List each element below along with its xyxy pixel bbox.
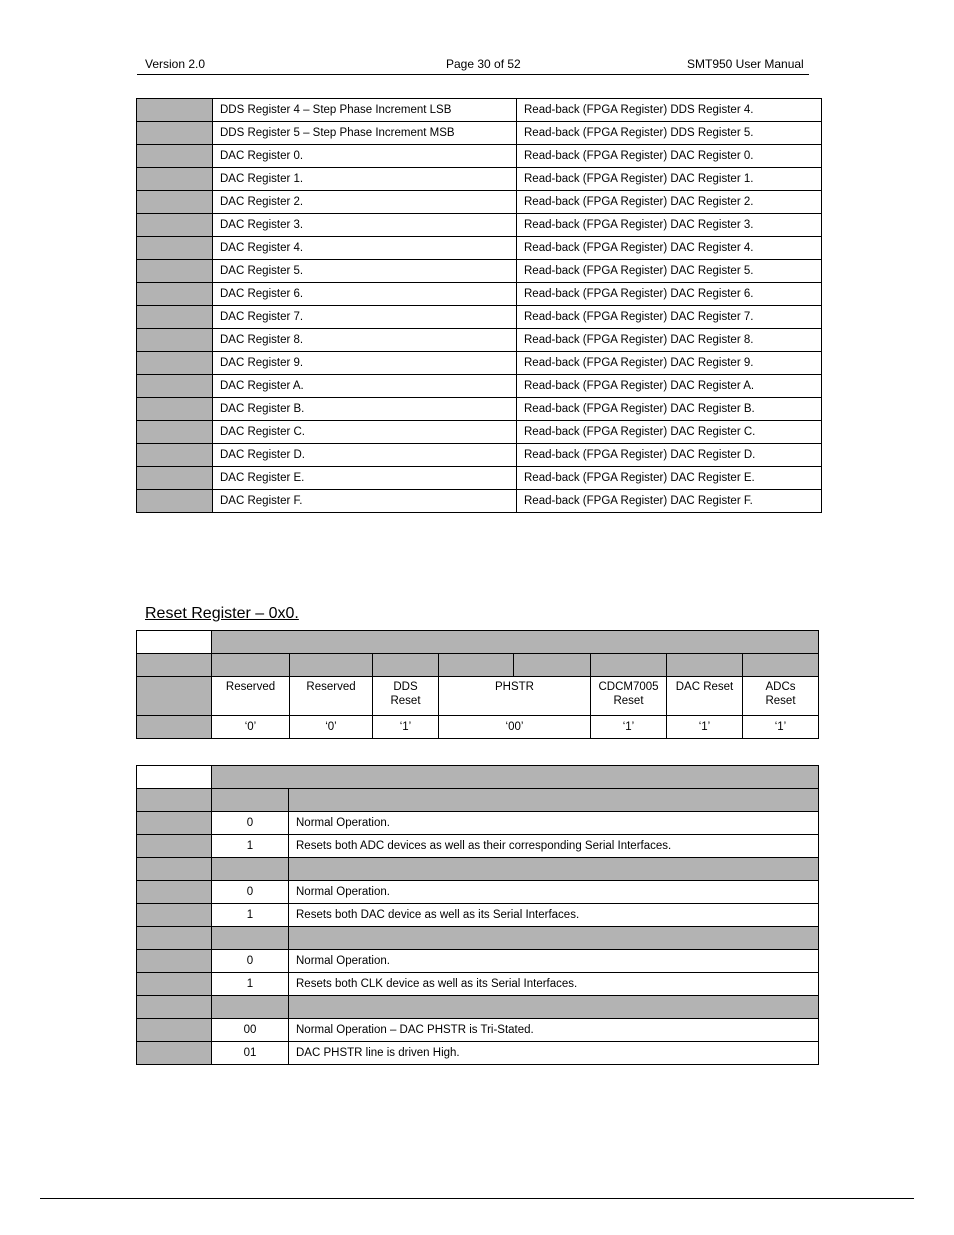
register-description: DAC Register 9. xyxy=(213,352,517,375)
address-cell xyxy=(137,214,213,237)
setting-row-label xyxy=(137,927,212,950)
bit-index-cell xyxy=(373,654,439,677)
bit-index-cell xyxy=(290,654,373,677)
setting-value: 1 xyxy=(212,973,289,996)
table-row xyxy=(137,260,822,283)
setting-group-desc-header xyxy=(289,858,819,881)
register-description: DAC Register 4. xyxy=(213,237,517,260)
table-row xyxy=(137,835,819,858)
setting-row-label xyxy=(137,904,212,927)
bit-default-cell: ‘1’ xyxy=(591,716,667,739)
address-cell xyxy=(137,375,213,398)
register-description: DAC Register 3. xyxy=(213,214,517,237)
bit-index-cell xyxy=(591,654,667,677)
table-row xyxy=(137,973,819,996)
header-version: Version 2.0 xyxy=(145,57,206,71)
bit-name-cell: Reserved xyxy=(290,677,373,716)
readback-description: Read-back (FPGA Register) DAC Register 2. xyxy=(517,191,822,214)
setting-row-label xyxy=(137,950,212,973)
setting-row-label xyxy=(137,973,212,996)
table-row xyxy=(137,1042,819,1065)
address-cell xyxy=(137,329,213,352)
header-divider xyxy=(137,74,809,75)
bit-default-cell: ‘1’ xyxy=(373,716,439,739)
setting-value: 0 xyxy=(212,812,289,835)
bit-table-corner xyxy=(137,631,212,654)
table-row xyxy=(137,398,822,421)
bit-name-cell: DAC Reset xyxy=(667,677,743,716)
readback-description: Read-back (FPGA Register) DAC Register B. xyxy=(517,398,822,421)
address-cell xyxy=(137,421,213,444)
readback-description: Read-back (FPGA Register) DDS Register 5. xyxy=(517,122,822,145)
footer-divider xyxy=(40,1198,914,1199)
table-row xyxy=(137,881,819,904)
bit-default-cell: ‘0’ xyxy=(212,716,290,739)
register-description: DDS Register 4 – Step Phase Increment LSB xyxy=(213,99,517,122)
setting-description: Normal Operation. xyxy=(289,881,819,904)
bit-name-cell: ADCs Reset xyxy=(743,677,819,716)
readback-description: Read-back (FPGA Register) DAC Register 7. xyxy=(517,306,822,329)
register-description: DAC Register E. xyxy=(213,467,517,490)
setting-description: Normal Operation – DAC PHSTR is Tri-Stated. xyxy=(289,1019,819,1042)
register-description: DAC Register 6. xyxy=(213,283,517,306)
bit-name-cell: CDCM7005 Reset xyxy=(591,677,667,716)
setting-group-value-header xyxy=(212,858,289,881)
register-description: DAC Register 5. xyxy=(213,260,517,283)
register-description: DAC Register B. xyxy=(213,398,517,421)
table-row xyxy=(137,237,822,260)
table-row xyxy=(137,99,822,122)
readback-description: Read-back (FPGA Register) DAC Register 4. xyxy=(517,237,822,260)
setting-value: 1 xyxy=(212,835,289,858)
address-cell xyxy=(137,99,213,122)
table-row xyxy=(137,168,822,191)
readback-description: Read-back (FPGA Register) DAC Register A. xyxy=(517,375,822,398)
address-cell xyxy=(137,191,213,214)
setting-description-table xyxy=(136,765,819,1065)
bit-index-cell xyxy=(439,654,514,677)
bit-table-row-label xyxy=(137,654,212,677)
bit-default-cell: ‘1’ xyxy=(667,716,743,739)
register-description: DAC Register A. xyxy=(213,375,517,398)
readback-description: Read-back (FPGA Register) DAC Register 1. xyxy=(517,168,822,191)
register-description: DDS Register 5 – Step Phase Increment MSB xyxy=(213,122,517,145)
setting-group-header xyxy=(137,858,819,881)
address-cell xyxy=(137,260,213,283)
header-page-number: Page 30 of 52 xyxy=(446,57,521,71)
table-row xyxy=(137,329,822,352)
bit-table-header-band xyxy=(212,631,819,654)
readback-description: Read-back (FPGA Register) DAC Register E. xyxy=(517,467,822,490)
setting-row-label xyxy=(137,812,212,835)
setting-table-header-band xyxy=(212,766,819,789)
address-cell xyxy=(137,398,213,421)
register-description: DAC Register C. xyxy=(213,421,517,444)
readback-description: Read-back (FPGA Register) DDS Register 4. xyxy=(517,99,822,122)
bit-index-cell xyxy=(514,654,591,677)
setting-group-header xyxy=(137,996,819,1019)
table-row xyxy=(137,467,822,490)
bit-default-cell: ‘1’ xyxy=(743,716,819,739)
table-row xyxy=(137,306,822,329)
reset-register-heading: Reset Register – 0x0. xyxy=(145,605,299,622)
readback-description: Read-back (FPGA Register) DAC Register D. xyxy=(517,444,822,467)
address-cell xyxy=(137,467,213,490)
bit-table-row-label xyxy=(137,677,212,716)
setting-group-desc-header xyxy=(289,927,819,950)
setting-row-label xyxy=(137,835,212,858)
setting-description: Resets both ADC devices as well as their corresponding Serial Interfaces. xyxy=(289,835,819,858)
table-row xyxy=(137,283,822,306)
bit-index-cell xyxy=(667,654,743,677)
table-row xyxy=(137,352,822,375)
readback-description: Read-back (FPGA Register) DAC Register 9. xyxy=(517,352,822,375)
readback-description: Read-back (FPGA Register) DAC Register 3. xyxy=(517,214,822,237)
readback-description: Read-back (FPGA Register) DAC Register F. xyxy=(517,490,822,513)
readback-description: Read-back (FPGA Register) DAC Register 5. xyxy=(517,260,822,283)
setting-description: Resets both DAC device as well as its Serial Interfaces. xyxy=(289,904,819,927)
setting-group-header xyxy=(137,927,819,950)
setting-value: 0 xyxy=(212,950,289,973)
setting-description: Normal Operation. xyxy=(289,812,819,835)
table-row xyxy=(137,950,819,973)
bit-name-cell: DDS Reset xyxy=(373,677,439,716)
address-cell xyxy=(137,237,213,260)
setting-description: Resets both CLK device as well as its Serial Interfaces. xyxy=(289,973,819,996)
address-cell xyxy=(137,352,213,375)
address-cell xyxy=(137,283,213,306)
readback-description: Read-back (FPGA Register) DAC Register 6. xyxy=(517,283,822,306)
bit-name-cell: Reserved xyxy=(212,677,290,716)
address-cell xyxy=(137,168,213,191)
register-description: DAC Register 1. xyxy=(213,168,517,191)
setting-value: 00 xyxy=(212,1019,289,1042)
setting-group-value-header xyxy=(212,789,289,812)
address-cell xyxy=(137,444,213,467)
setting-description: DAC PHSTR line is driven High. xyxy=(289,1042,819,1065)
register-description: DAC Register D. xyxy=(213,444,517,467)
setting-value: 0 xyxy=(212,881,289,904)
table-row xyxy=(137,214,822,237)
register-description: DAC Register 8. xyxy=(213,329,517,352)
setting-value: 01 xyxy=(212,1042,289,1065)
register-description: DAC Register 2. xyxy=(213,191,517,214)
table-row xyxy=(137,122,822,145)
readback-description: Read-back (FPGA Register) DAC Register 8. xyxy=(517,329,822,352)
address-cell xyxy=(137,490,213,513)
bit-default-cell: ‘00’ xyxy=(439,716,591,739)
bit-name-cell: PHSTR xyxy=(439,677,591,716)
setting-row-label xyxy=(137,1019,212,1042)
address-cell xyxy=(137,122,213,145)
bit-default-cell: ‘0’ xyxy=(290,716,373,739)
setting-row-label xyxy=(137,858,212,881)
table-row xyxy=(137,812,819,835)
setting-table-corner xyxy=(137,766,212,789)
setting-row-label xyxy=(137,1042,212,1065)
table-row xyxy=(137,191,822,214)
setting-row-label xyxy=(137,996,212,1019)
register-description: DAC Register 0. xyxy=(213,145,517,168)
register-description: DAC Register 7. xyxy=(213,306,517,329)
setting-row-label xyxy=(137,789,212,812)
bit-index-cell xyxy=(212,654,290,677)
setting-group-desc-header xyxy=(289,996,819,1019)
bit-table-row-label xyxy=(137,716,212,739)
reset-register-bit-table xyxy=(136,630,819,739)
bit-index-cell xyxy=(743,654,819,677)
setting-value: 1 xyxy=(212,904,289,927)
table-row xyxy=(137,904,819,927)
register-description: DAC Register F. xyxy=(213,490,517,513)
header-manual-title: SMT950 User Manual xyxy=(687,57,804,71)
address-cell xyxy=(137,145,213,168)
setting-group-value-header xyxy=(212,996,289,1019)
readback-description: Read-back (FPGA Register) DAC Register C. xyxy=(517,421,822,444)
readback-register-table xyxy=(136,98,822,513)
setting-row-label xyxy=(137,881,212,904)
address-cell xyxy=(137,306,213,329)
setting-group-header xyxy=(137,789,819,812)
table-row xyxy=(137,1019,819,1042)
table-row xyxy=(137,375,822,398)
table-row xyxy=(137,444,822,467)
table-row xyxy=(137,145,822,168)
setting-group-value-header xyxy=(212,927,289,950)
table-row xyxy=(137,490,822,513)
setting-description: Normal Operation. xyxy=(289,950,819,973)
readback-description: Read-back (FPGA Register) DAC Register 0. xyxy=(517,145,822,168)
table-row xyxy=(137,421,822,444)
setting-group-desc-header xyxy=(289,789,819,812)
